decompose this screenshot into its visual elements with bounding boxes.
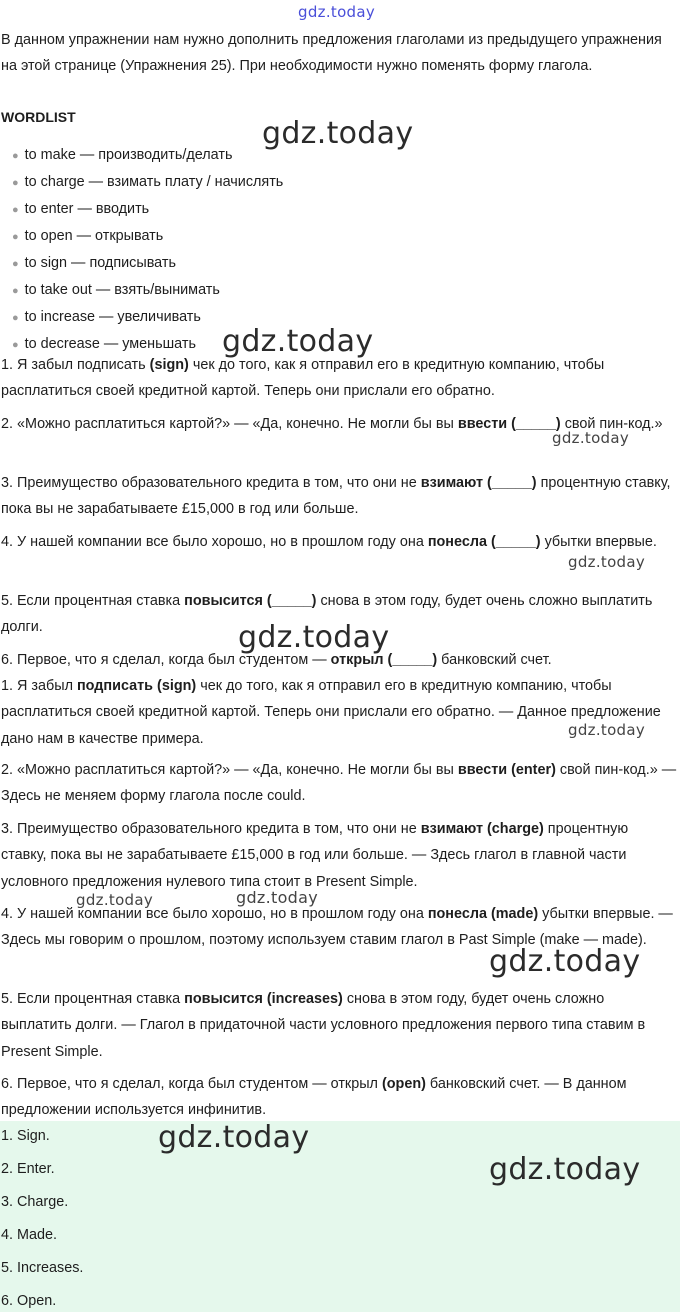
task-sentence-5: 5. Если процентная ставка повысится (_____) снова в этом году, будет очень сложно выплатить долги. (1, 593, 653, 636)
task-sentence-6: 6. Первое, что я сделал, когда был студентом — открыл (_____) банковский счет. (1, 652, 552, 668)
watermark: gdz.today (489, 1152, 641, 1187)
bullet-icon: ● (12, 204, 19, 216)
answer-item: 5. Increases. (1, 1260, 84, 1276)
bullet-icon: ● (12, 285, 19, 297)
explanation-6: 6. Первое, что я сделал, когда был студентом — открыл (open) банковский счет. — В данном предложении используется инфинитив. (1, 1076, 627, 1119)
wordlist-item: ● to charge — взимать плату / начислять (12, 174, 284, 190)
task-sentence-2: 2. «Можно расплатиться картой?» — «Да, конечно. Не могли бы вы ввести (_____) свой пин-код.» (1, 416, 663, 432)
explanation-4: 4. У нашей компании все было хорошо, но в прошлом году она понесла (made) убытки впервые. — Здесь мы говорим о прошлом, поэтому используем ставим глагол в Past Simple (make — made). (1, 906, 673, 949)
bullet-icon: ● (12, 177, 19, 189)
bullet-icon: ● (12, 339, 19, 351)
explanation-1: 1. Я забыл подписать (sign) чек до того, как я отправил его в кредитную компанию, чтобы расплатиться своей кредитной картой. Теперь они прислали его обратно. — Данное предложение дано нам в качестве примера. (1, 678, 661, 747)
answer-item: 6. Open. (1, 1293, 57, 1309)
watermark: gdz.today (262, 116, 414, 151)
task-sentence-4: 4. У нашей компании все было хорошо, но в прошлом году она понесла (_____) убытки впервые. (1, 534, 657, 550)
explanation-3: 3. Преимущество образовательного кредита в том, что они не взимают (charge) процентную ставку, пока вы не зарабатываете £15,000 в год или больше. — Здесь глагол в главной части условного предложения нулевого типа стоит в Present Simple. (1, 821, 629, 890)
answer-item: 3. Charge. (1, 1194, 69, 1210)
answer-item: 1. Sign. (1, 1128, 50, 1144)
bullet-icon: ● (12, 150, 19, 162)
watermark: gdz.today (568, 553, 646, 571)
task-sentence-1: 1. Я забыл подписать (sign) чек до того, как я отправил его в кредитную компанию, чтобы расплатиться своей кредитной картой. Теперь они прислали его обратно. (1, 357, 605, 400)
bullet-icon: ● (12, 258, 19, 270)
wordlist-heading: WORDLIST (1, 109, 76, 125)
watermark: gdz.today (489, 944, 641, 979)
watermark-top: gdz.today (298, 3, 376, 21)
wordlist-item: ● to make — производить/делать (12, 147, 233, 163)
bullet-icon: ● (12, 312, 19, 324)
wordlist-item: ● to increase — увеличивать (12, 309, 201, 325)
wordlist-item: ● to sign — подписывать (12, 255, 176, 271)
wordlist-item: ● to open — открывать (12, 228, 164, 244)
answers-panel (0, 1121, 680, 1312)
explanation-5: 5. Если процентная ставка повысится (increases) снова в этом году, будет очень сложно выплатить долги. — Глагол в придаточной части условного предложения первого типа ставим в Present Simple. (1, 991, 646, 1060)
wordlist-item: ● to take out — взять/вынимать (12, 282, 220, 298)
watermark: gdz.today (236, 888, 318, 907)
explanation-2: 2. «Можно расплатиться картой?» — «Да, конечно. Не могли бы вы ввести (enter) свой пин-код.» — Здесь не меняем форму глагола после could. (1, 762, 677, 805)
bullet-icon: ● (12, 231, 19, 243)
task-sentence-3: 3. Преимущество образовательного кредита в том, что они не взимают (_____) процентную ставку, пока вы не зарабатываете £15,000 в год или больше. (1, 475, 671, 518)
watermark: gdz.today (568, 721, 646, 739)
watermark: gdz.today (238, 620, 390, 655)
answer-item: 4. Made. (1, 1227, 57, 1243)
watermark: gdz.today (222, 324, 374, 359)
watermark: gdz.today (158, 1120, 310, 1155)
watermark: gdz.today (76, 891, 154, 909)
watermark: gdz.today (552, 429, 630, 447)
intro-text: В данном упражнении нам нужно дополнить предложения глаголами из предыдущего упражнения на этой странице (Упражнения 25). При необходимости нужно поменять форму глагола. (1, 32, 662, 75)
answer-item: 2. Enter. (1, 1161, 55, 1177)
wordlist-item: ● to decrease — уменьшать (12, 336, 196, 352)
wordlist-item: ● to enter — вводить (12, 201, 150, 217)
